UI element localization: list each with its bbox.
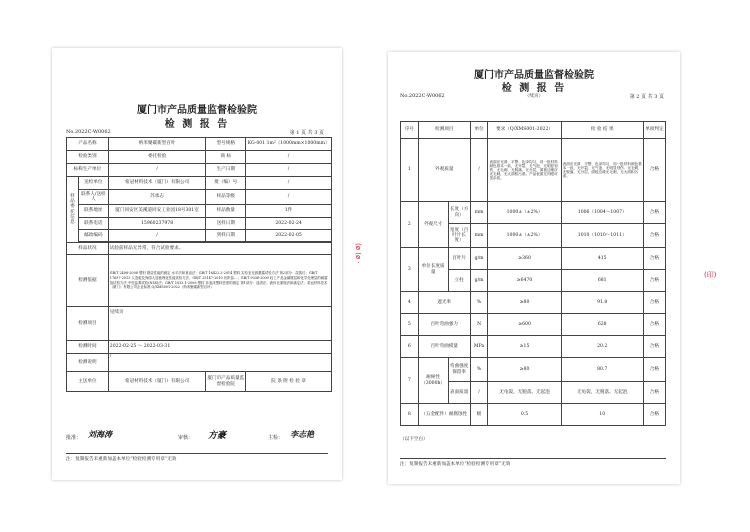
row-no: 7 — [401, 358, 419, 404]
row-req: ≥360 — [488, 248, 561, 270]
approve-label: 批准： — [66, 435, 82, 441]
row-req: 0.5 — [488, 404, 561, 426]
value: 2022-02-25 ～ 2022-03-31 — [108, 341, 331, 354]
row-unit: % — [470, 292, 488, 314]
row-judge: 合格 — [643, 224, 665, 248]
row-result: 415 — [561, 248, 643, 270]
label: 联系人/送样人 — [78, 190, 108, 205]
row-item: 百叶弯曲强力 — [418, 314, 470, 336]
row-result: 628 — [561, 314, 643, 336]
label: 联系地址 — [78, 205, 108, 218]
value: 纳米聚碳新型百叶 — [108, 138, 206, 151]
row-sub: 长度（方向） — [448, 202, 470, 224]
page-info: 第 2 页 共 3 页 — [629, 94, 664, 100]
row-unit: g/m — [470, 248, 488, 270]
label: 联系电话 — [78, 218, 108, 230]
value: 2022-02-05 — [246, 230, 332, 242]
row-result: 681 — [561, 270, 643, 292]
value: 见续页 — [108, 307, 331, 341]
value: 希冠材料技术（厦门）有限公司 — [108, 177, 206, 190]
main-signature: 李志艳 — [290, 429, 314, 439]
row-unit: 级 — [470, 404, 488, 426]
row-judge: 合格 — [643, 314, 665, 336]
row-result: 无龟裂、无脱落、无起泡 — [561, 382, 643, 404]
value: 2022-02-24 — [246, 218, 332, 230]
value: / — [108, 230, 206, 242]
row-judge: 合格 — [643, 404, 665, 426]
label: 样品状况 — [67, 243, 109, 255]
label: 检测时间 — [67, 341, 109, 354]
value: / — [246, 151, 332, 164]
footer-rule — [400, 458, 666, 459]
col-header: 检测项目 — [418, 122, 470, 139]
label: 主送单位 — [67, 372, 109, 392]
report-number: No.2022C-W0062 — [400, 93, 445, 99]
end-mark: （以下空白） — [400, 437, 428, 442]
label: 批（编）号 — [206, 177, 246, 190]
col-header: 单位 — [470, 122, 488, 139]
value: 希冠材料技术（厦门）有限公司 — [108, 372, 206, 392]
row-unit: mm — [470, 202, 488, 224]
row-sub: 立柱 — [448, 270, 470, 292]
org-title: 厦门市产品质量监督检验院 — [137, 105, 257, 116]
row-result: 表面应光滑、平整、色泽均匀，同一批材料颜色基本一致，无开裂、无气泡、无明显划伤、无毛刺、无脱落，无分层，面板边缘无毛刺，无大面积污渍。 — [561, 139, 643, 202]
label: 检测说明 — [67, 354, 109, 372]
value: 1件 — [246, 205, 332, 218]
footer-note: 注：复制报告未重新加盖本单位“检验检测专用章”无效 — [400, 462, 511, 467]
report-page-2 — [388, 52, 680, 484]
row-result: 10 — [561, 404, 643, 426]
page-info: 第 1 页 共 3 页 — [289, 130, 324, 136]
label: 商 标 — [206, 151, 246, 164]
row-req: ≥600 — [488, 314, 561, 336]
value: 试验前样品无异常，符合试验要求。 — [108, 243, 331, 255]
row-item: 外观质量 — [418, 139, 470, 202]
row-result: 91.8 — [561, 292, 643, 314]
row-judge: 合格 — [643, 270, 665, 292]
row-result: 20.2 — [561, 336, 643, 358]
value: GB/T 2408-2008 塑料 燃烧性能的测定 水平法和垂直法；GB/T 16422.2-2014 塑料 实验室光源暴露试验方法 第2部分：氙弧灯；GB/T 17657-2013 人造板及饰面人造板理化性能试验方法；GB/T 25147-2010 纺织品…；GB/T 9036-2009 轻工产品金属镀层和化学处理层的耐腐蚀试验方法 中性盐雾试验(NSS)法；GB/T 1033.1-2008 塑料 非泡沫塑料密度的测定 第1部分：浸渍法、液体比重瓶法和滴定法；希冠材料技术（厦门）有限公司企业标准 Q/XMS001-2022（纳米聚碳新型百叶） — [108, 255, 331, 307]
row-judge: 合格 — [643, 358, 665, 382]
doc-title: 检 测 报 告 — [164, 119, 230, 130]
row-req: 1000±（±2%） — [488, 202, 561, 224]
value: 苏承志 — [108, 190, 206, 205]
col-header: 要求（Q/XMS001-2022） — [488, 122, 561, 139]
table-row — [401, 358, 666, 382]
value: 委托检验 — [108, 151, 206, 164]
col-header: 序号 — [401, 122, 419, 139]
label: 检测依据 — [67, 255, 109, 307]
label: 产品名称 — [67, 138, 109, 151]
footer-note: 注：复制报告未重新加盖本单位“检验检测专用章”无效 — [66, 457, 177, 462]
value: 院 条 附 检 验 章 — [246, 372, 332, 392]
row-judge: 合格 — [643, 382, 665, 404]
row-no: 4 — [401, 292, 419, 314]
row-item: 外观尺寸 — [418, 202, 448, 248]
report-page-1 — [52, 48, 342, 480]
col-header: 单项判定 — [643, 122, 665, 139]
row-req: 1000±（±2%） — [488, 224, 561, 248]
label: 型号规格 — [206, 138, 246, 151]
row-req: 无龟裂、无脱落、无起泡 — [488, 382, 561, 404]
row-item: 单位长度质量 — [418, 248, 448, 292]
row-no: 1 — [401, 139, 419, 202]
main-label: 主检： — [268, 435, 284, 441]
label: 到样日期 — [206, 230, 246, 242]
row-unit: g/m — [470, 270, 488, 292]
row-unit: N — [470, 314, 488, 336]
sub-title: （续页） — [524, 94, 544, 99]
value: 厦门同安区美溪道同安工业园18号301室 — [108, 205, 206, 218]
table-row — [401, 139, 666, 202]
col-header: 检 验 结 果 — [561, 122, 643, 139]
row-judge: 合格 — [643, 336, 665, 358]
table-row — [401, 336, 666, 358]
row-req: ≥15 — [488, 336, 561, 358]
row-result: 80.7 — [561, 358, 643, 382]
row-item: （五金配件）耐腐蚀性 — [418, 404, 470, 426]
row-no: 8 — [401, 404, 419, 426]
seal-stamp-left: (ø (ø · — [354, 243, 362, 264]
row-no: 6 — [401, 336, 419, 358]
table-row — [401, 404, 666, 426]
row-judge: 合格 — [643, 248, 665, 270]
footer-rule — [66, 453, 328, 454]
value: / — [108, 164, 206, 177]
value: / — [108, 354, 331, 372]
table-row — [401, 202, 666, 224]
table-row — [401, 292, 666, 314]
row-sub: 表面质量 — [448, 382, 470, 404]
seal-stamp-right: (印) — [704, 271, 717, 279]
row-item: 百叶弯曲模量 — [418, 336, 470, 358]
value: KG-001 1m²（1000mm×1000mm） — [246, 138, 332, 151]
row-unit: / — [470, 139, 488, 202]
value: / — [246, 164, 332, 177]
row-result: 1006（1004～1007） — [561, 202, 643, 224]
row-req: ≥6470 — [488, 270, 561, 292]
row-judge: 合格 — [643, 202, 665, 224]
row-judge: 合格 — [643, 292, 665, 314]
row-no: 5 — [401, 314, 419, 336]
report-number: No.2022C-W0062 — [66, 129, 111, 135]
label: 生产日期 — [206, 164, 246, 177]
row-result: 1010（1010～1011） — [561, 224, 643, 248]
doc-title: 检 测 报 告 — [501, 83, 567, 94]
label: 邮政编码 — [78, 230, 108, 242]
label: 检验类别 — [67, 151, 109, 164]
row-req: ≥80 — [488, 292, 561, 314]
org-title: 厦门市产品质量监督检验院 — [474, 70, 594, 81]
row-unit: % — [470, 358, 488, 382]
label: 样品等级 — [206, 190, 246, 205]
table-row — [401, 248, 666, 270]
review-signature: 方豪 — [208, 431, 227, 441]
label: 送检单位 — [78, 177, 108, 190]
value: / — [246, 190, 332, 205]
label: 样品委托信息 — [67, 177, 79, 243]
review-label: 审核： — [178, 435, 194, 441]
row-sub: 宽度（百叶片长度） — [448, 224, 470, 248]
label: 检测项目 — [67, 307, 109, 341]
row-item: 遮光率 — [418, 292, 470, 314]
value: 15960237978 — [108, 218, 206, 230]
row-unit: mm — [470, 224, 488, 248]
row-req: ≥80 — [488, 358, 561, 382]
row-unit: / — [470, 382, 488, 404]
value: / — [246, 177, 332, 190]
results-table — [400, 121, 666, 426]
table-row — [401, 314, 666, 336]
label: 标称生产单位 — [67, 164, 109, 177]
row-no: 2 — [401, 202, 419, 248]
value: 厦门市产品质量监督检验院 — [206, 372, 246, 392]
row-sub: 百叶片 — [448, 248, 470, 270]
row-sub: 弯曲强度保留率 — [448, 358, 470, 382]
row-req: 表面应光滑、平整、色泽均匀，同一批材料颜色基本一致，无开裂、无气泡、无明显划伤、无毛刺、无脱落，无分层，面板边缘应无毛刺，无大面积污渍。产品表面无肉眼可见杂质。 — [488, 139, 561, 202]
approve-signature: 刘海涛 — [88, 429, 112, 439]
label: 样品数量 — [206, 205, 246, 218]
report-info-table — [66, 137, 332, 392]
row-unit: MPa — [470, 336, 488, 358]
label: 送样日期 — [206, 218, 246, 230]
row-item: 耐候性（3000h） — [418, 358, 448, 404]
row-judge: 合格 — [643, 139, 665, 202]
row-no: 3 — [401, 248, 419, 292]
